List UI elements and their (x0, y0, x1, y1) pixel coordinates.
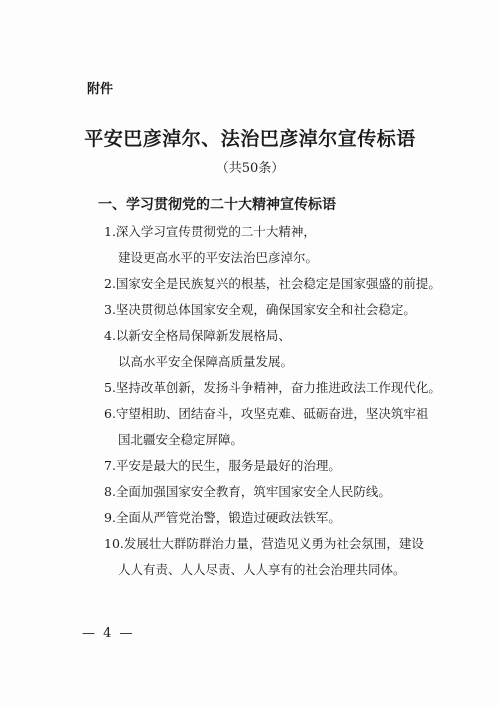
slogan-count-note: （共50条） (215, 161, 285, 176)
document-title: 平安巴彦淖尔、法治巴彦淖尔宣传标语 (84, 128, 416, 150)
slogan-line: 4.以新安全格局保障新发展格局、 (104, 328, 291, 343)
slogan-item (104, 297, 444, 323)
slogan-line: 3.坚决贯彻总体国家安全观，确保国家安全和社会稳定。 (104, 302, 416, 317)
slogan-line-continued: 建设更高水平的平安法治巴彦淖尔。 (118, 250, 319, 265)
slogan-item (104, 479, 444, 505)
slogan-line: 5.坚持改革创新，发扬斗争精神，奋力推进政法工作现代化。 (104, 380, 441, 395)
slogan-line: 10.发展壮大群防群治力量，营造见义勇为社会氛围，建设 (104, 536, 424, 551)
slogan-line-continued: 人人有责、人人尽责、人人享有的社会治理共同体。 (118, 562, 406, 577)
slogan-line: 9.全面从严管党治警，锻造过硬政法铁军。 (104, 510, 341, 525)
slogan-line: 8.全面加强国家安全教育，筑牢国家安全人民防线。 (104, 484, 391, 499)
annex-label: 附件 (87, 82, 114, 97)
slogan-item (104, 531, 444, 583)
page-number: — 4 — (82, 626, 135, 641)
slogan-line-continued: 以高水平安全保障高质量发展。 (118, 354, 294, 369)
slogan-item (104, 505, 444, 531)
slogan-item (104, 219, 444, 271)
slogan-line-continued: 国北疆安全稳定屏障。 (118, 432, 244, 447)
slogan-item (104, 375, 444, 401)
slogan-line: 6.守望相助、团结奋斗，攻坚克难、砥砺奋进，坚决筑牢祖 (104, 406, 429, 421)
slogan-item (104, 401, 444, 453)
slogan-item (104, 453, 444, 479)
slogan-line: 7.平安是最大的民生，服务是最好的治理。 (104, 458, 341, 473)
slogan-line: 2.国家安全是民族复兴的根基，社会稳定是国家强盛的前提。 (104, 276, 441, 291)
slogan-item (104, 323, 444, 375)
slogan-line: 1.深入学习宣传贯彻党的二十大精神， (104, 224, 316, 239)
section-heading: 一、学习贯彻党的二十大精神宣传标语 (98, 197, 336, 213)
slogan-list (104, 219, 444, 583)
slogan-item (104, 271, 444, 297)
